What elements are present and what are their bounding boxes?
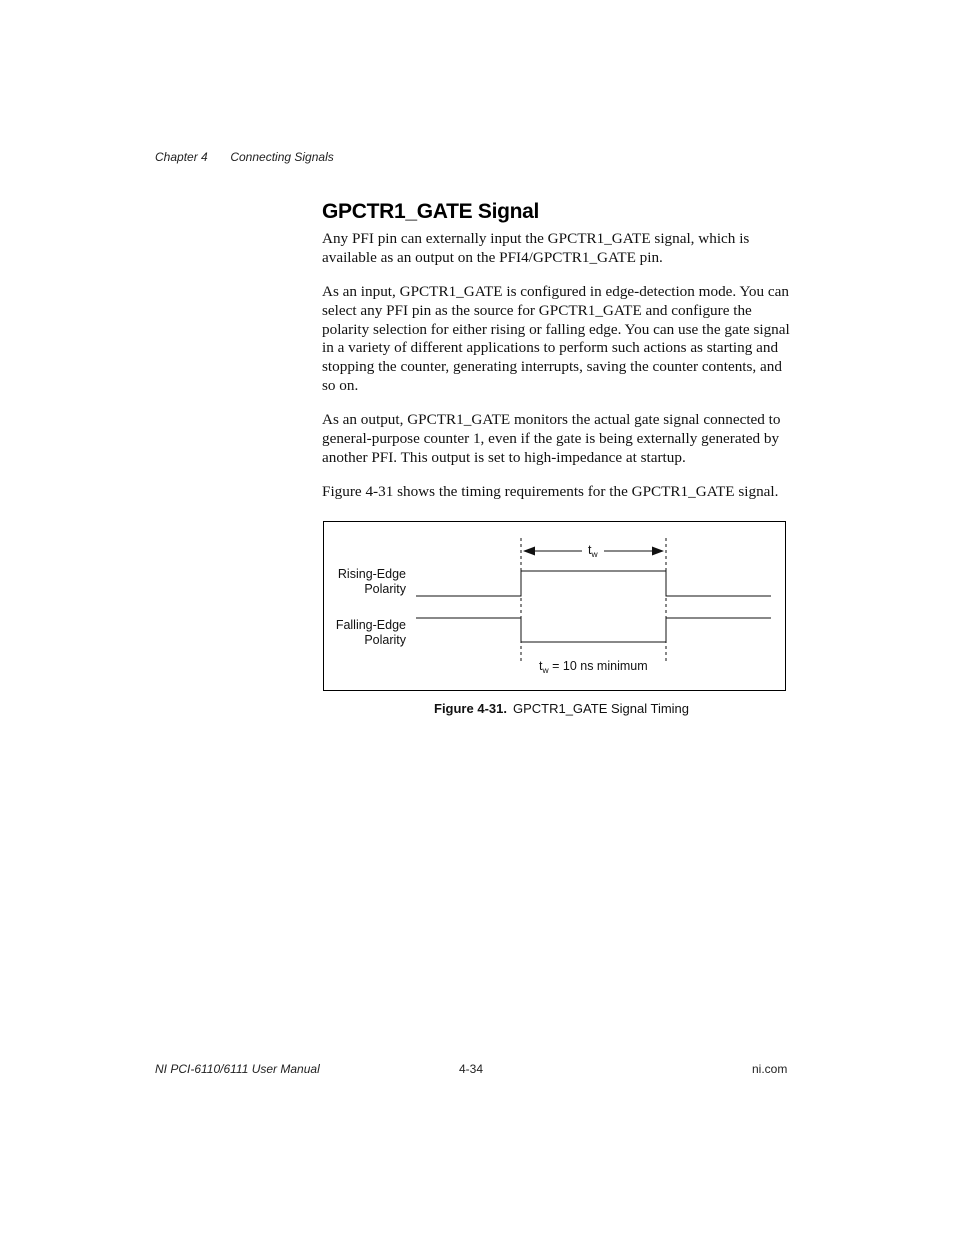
header-section: Connecting Signals	[230, 150, 334, 164]
rising-edge-waveform	[416, 571, 771, 596]
paragraph-2: As an input, GPCTR1_GATE is configured in edge-detection mode. You can select any PFI pin as the source for GPCTR1_GATE and configure the polarity selection for either rising or falling edge. You can use the gate signal in a variety of different applications to perform such actions as starting and stopping the counter, generating interrupts, saving the counter contents, and so on.	[322, 283, 790, 394]
figure-caption-text: GPCTR1_GATE Signal Timing	[512, 701, 690, 716]
timing-diagram	[324, 522, 785, 690]
footer-website: ni.com	[752, 1062, 788, 1076]
timing-diagram-figure	[323, 521, 786, 691]
paragraph-1: Any PFI pin can externally input the GPCTR1_GATE signal, which is available as an output on the PFI4/GPCTR1_GATE pin.	[322, 230, 750, 266]
figure-caption-label: Figure 4-31.	[434, 701, 507, 716]
tw-label: $t_w$	[588, 543, 598, 559]
section-title: GPCTR1_GATE Signal	[322, 200, 540, 223]
footer-page-number: 4-34	[459, 1062, 484, 1076]
falling-edge-waveform	[416, 618, 771, 642]
rising-edge-label-line1: Rising-Edge	[337, 567, 406, 581]
paragraph-3: As an output, GPCTR1_GATE monitors the actual gate signal connected to general-purpose counter 1, even if the gate is being externally generated by another PFI. This output is set to high-impedance at startup.	[322, 411, 781, 466]
footer-manual-title: NI PCI-6110/6111 User Manual	[155, 1062, 320, 1076]
tw-arrow-left-head	[523, 547, 535, 556]
header-chapter: Chapter 4	[155, 150, 208, 164]
tw-arrow-right-head	[652, 547, 664, 556]
running-header	[155, 150, 334, 164]
tw-minimum-note: $t_w = 10$ ns minimum	[539, 659, 648, 675]
falling-edge-label-line1: Falling-Edge	[335, 618, 406, 632]
paragraph-4: Figure 4-31 shows the timing requirements for the GPCTR1_GATE signal.	[322, 483, 779, 500]
rising-edge-label-line2: Polarity	[364, 582, 406, 596]
falling-edge-label-line2: Polarity	[364, 633, 406, 647]
figure-caption	[434, 701, 689, 716]
